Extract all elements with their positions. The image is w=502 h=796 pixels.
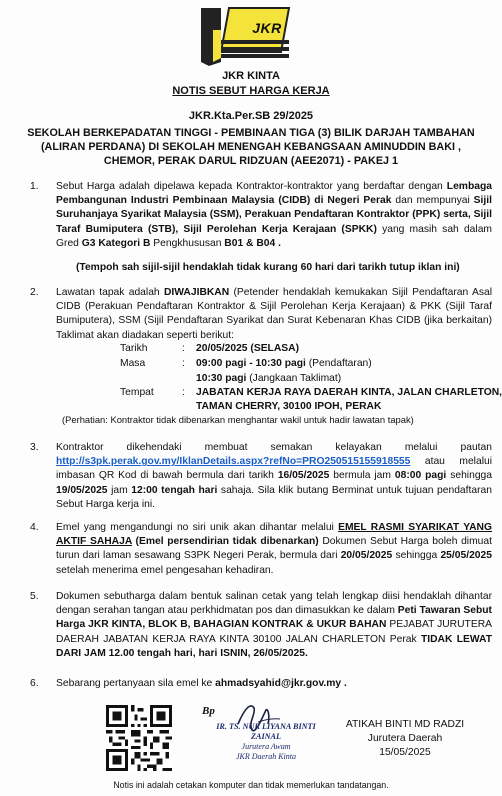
item-number: 2. — [30, 287, 39, 298]
reference-number: JKR.Kta.Per.SB 29/2025 — [188, 110, 314, 122]
stamp-role: Jurutera Awam — [241, 742, 291, 751]
computer-generated-note: Notis ini adalah cetakan komputer dan tidak memerlukan tandatangan. — [113, 780, 389, 790]
item-number: 1. — [30, 181, 39, 192]
item-6-text: Sebarang pertanyaan sila emel ke ahmadsyahid@jkr.gov.my . — [56, 678, 347, 689]
site-visit-note: (Perhatian: Kontraktor tidak dibenarkan menghantar wakil untuk hadir lawatan tapak) — [62, 414, 414, 425]
certificate-validity-note: (Tempoh sah sijil-sijil hendaklah tidak kurang 60 hari dari tarikh tutup iklan ini) — [76, 262, 460, 273]
signatory-name: ATIKAH BINTI MD RADZI — [345, 719, 465, 730]
notice-title: NOTIS SEBUT HARGA KERJA — [172, 85, 330, 97]
item-3-text: Kontraktor dikehendaki membuat semakan kelayakan melalui pautan http://s3pk.perak.gov.my/IklanDetails.aspx?refNo=PRO250515155918555 atau melalui imbasan QR Kod di bawah bermula dari tarikh 16/05/2025 bermula jam 08:00 pagi sehingga 19/05/2025 jam 12:00 tengah hari sahaja. Sila klik butang Berminat untuk tujuan pendaftaran Sebut Harga kerja ini. — [56, 442, 492, 510]
qr-code[interactable] — [106, 705, 172, 771]
bp-mark: Bp — [202, 705, 215, 717]
officer-stamp — [206, 722, 326, 762]
signature-date: 15/05/2025 — [379, 747, 431, 758]
project-title: SEKOLAH BERKEPADATAN TINGGI - PEMBINAAN TIGA (3) BILIK DARJAH TAMBAHAN (ALIRAN PERDANA) DI SEKOLAH MENENGAH KEBANGSAAN AMINUDDIN BAKI , CHEMOR, PERAK DARUL RIDZUAN (AEE2071) - PAKEJ 1 — [27, 127, 475, 167]
time-value-2: 10:30 pagi (Jangkaan Taklimat) — [196, 373, 342, 384]
signatory-block — [330, 718, 480, 760]
item-5-text: Dokumen sebutharga dalam bentuk salinan cetak yang telah lengkap diisi hendaklah dihantar dengan serahan tangan atau perkhidmatan pos dan dimasukkan ke dalam Peti Tawaran Sebut Harga JKR KINTA, BLOK B, BAHAGIAN KONTRAK & UKUR BAHAN PEJABAT JURUTERA DAERAH JABATAN KERJA RAYA KINTA 30100 JALAN CHARLETON Perak TIDAK LEWAT DARI JAM 12.00 tengah hari, hari ISNIN, 26/05/2025. — [56, 591, 493, 659]
office-name: JKR KINTA — [222, 70, 280, 82]
stamp-office: JKR Daerah Kinta — [236, 752, 296, 761]
item-number: 6. — [30, 678, 39, 689]
item-1-text: Sebut Harga adalah dipelawa kepada Kontraktor-kontraktor yang berdaftar dengan Lembaga Pembangunan Industri Pembinaan Malaysia (CIDB) di Negeri Perak dan mempunyai Sijil Suruhanjaya Syarikat Malaysia (SSM), Perakuan Pendaftaran Kontraktor (PPK) serta, Sijil Taraf Bumiputera (STB), Sijil Perolehan Kerja Kerajaan (SPKK) yang masih sah dalam Gred G3 Kategori B Pengkhususan B01 & B04 . — [56, 181, 492, 249]
item-number: 4. — [30, 522, 39, 533]
item-2-text: Lawatan tapak adalah DIWAJIBKAN (Petender hendaklah kemukakan Sijil Pendaftaran Asal CIDB (Perakuan Pendaftaran Kontraktor & Sijil Perolehan Kerja Kerajaan) & PKK (Sijil Taraf Bumiputera), SSM (Sijil Pendaftaran Syarikat dan Surat Kebenaran Khas CIDB (jika berkaitan) Taklimat akan diadakan seperti berikut: — [56, 287, 493, 341]
s3pk-link[interactable]: http://s3pk.perak.gov.my/IklanDetails.aspx?refNo=PRO250515155918555 — [56, 456, 411, 468]
contact-email[interactable]: ahmadsyahid@jkr.gov.my . — [215, 678, 347, 689]
date-value: 20/05/2025 (SELASA) — [196, 343, 300, 354]
item-4-text: Emel yang mengandungi no siri unik akan dihantar melalui EMEL RASMI SYARIKAT YANG AKTIF SAHAJA (Emel persendirian tidak dibenarkan) Dokumen Sebut Harga boleh dimuat turun dari laman sesawang S3PK Negeri Perak, bermula dari 20/05/2025 sehingga 25/05/2025 setelah menerima emel pengesahan kehadiran. — [56, 522, 492, 576]
signatory-title: Jurutera Daerah — [367, 733, 443, 744]
logo-text: JKR — [252, 20, 282, 36]
place-value: JABATAN KERJA RAYA DAERAH KINTA, JALAN CHARLETON, TAMAN CHERRY, 30100 IPOH, PERAK — [196, 387, 502, 413]
stamp-name: IR. TS. NUR LIYANA BINTI ZAINAL — [216, 722, 316, 741]
item-number: 5. — [30, 591, 39, 602]
date-label: Tarikh — [120, 343, 148, 354]
notice-page: JKR JKR KINTA NOTIS SEBUT HARGA KERJA JKR.Kta.Per.SB 29/2025 SEKOLAH BERKEPADATAN TINGGI - PEMBINAAN TIGA (3) BILIK DARJAH TAMBAHAN (ALIRAN PERDANA) DI SEKOLAH MENENGAH KEBANGSAAN AMINUDDIN BAKI , CHEMOR, PERAK DARUL RIDZUAN (AEE2071) - PAKEJ 1 1. Sebut Harga adalah dipelawa kepada Kontraktor-kontraktor yang berdaftar dengan Lembaga Pembangunan Industri Pembinaan Malaysia (CIDB) di Negeri Perak dan mempunyai Sijil Suruhanjaya Syarikat Malaysia (SSM), Perakuan Pendaftaran Kontraktor (PPK) serta, Sijil Taraf Bumiputera (STB), Sijil Perolehan Kerja Kerajaan (SPKK) yang masih sah dalam Gred G3 Kategori B Pengkhususan B01 & B04 . (Tempoh sah sijil-sijil hendaklah tidak kurang 60 hari dari tarikh tutup iklan ini) 2. Lawatan tapak adalah DIWAJIBKAN (Petender hendaklah kemukakan Sijil Pendaftaran Asal CIDB (Perakuan Pendaftaran Kontraktor & Sijil Perolehan Kerja Kerajaan) & PKK (Sijil Taraf Bumiputera), SSM (Sijil Pendaftaran Syarikat dan Surat Kebenaran Khas CIDB (jika berkaitan) Taklimat akan diadakan seperti berikut: Tarikh : 20/05/2025 (SELASA) Masa : 09:00 pagi - 10:30 pagi (Pendaftaran) 10:30 pagi (Jangkaan Taklimat) Tempat : JABATAN KERJA RAYA DAERAH KINTA, JALAN CHARLETON, TAMAN CHERRY, 30100 IPOH, PERAK (Perhatian: Kontraktor tidak dibenarkan menghantar wakil untuk hadir lawatan tapak) 3. Kontraktor dikehendaki membuat semakan kelayakan melalui pautan http://s3pk.perak.gov.my/IklanDetails.aspx?refNo=PRO250515155918555 atau melalui imbasan QR Kod di bawah bermula dari tarikh 16/05/2025 bermula jam 08:00 pagi sehingga 19/05/2025 jam 12:00 tengah hari sahaja. Sila klik butang Berminat untuk tujuan pendaftaran Sebut Harga kerja ini. 4. Emel yang mengandungi no siri unik akan dihantar melalui EMEL RASMI SYARIKAT YANG AKTIF SAHAJA (Emel persendirian tidak dibenarkan) Dokumen Sebut Harga boleh dimuat turun dari laman sesawang S3PK Negeri Perak, bermula dari 20/05/2025 sehingga 25/05/2025 setelah menerima emel pengesahan kehadiran. 5. Dokumen sebutharga dalam bentuk salinan cetak yang telah lengkap diisi hendaklah dihantar dengan serahan tangan atau perkhidmatan pos dan dimasukkan ke dalam Peti Tawaran Sebut Harga JKR KINTA, BLOK B, BAHAGIAN KONTRAK & UKUR BAHAN PEJABAT JURUTERA DAERAH JABATAN KERJA RAYA KINTA 30100 JALAN CHARLETON Perak TIDAK LEWAT DARI JAM 12.00 tengah hari, hari ISNIN, 26/05/2025. 6. Sebarang pertanyaan sila emel ke ahmadsyahid@jkr.gov.my . Bp IR. TS. NUR LIYANA BINTI ZAINAL Jurutera Awam JKR Daerah Kinta ATIKAH BINTI MD RADZI Jurutera Daerah 15/05/2025 Notis ini adalah cetakan komputer dan tidak memerlukan tandatangan. — [0, 0, 502, 796]
item-number: 3. — [30, 442, 39, 453]
place-label: Tempat — [120, 387, 154, 398]
time-label: Masa — [120, 358, 146, 369]
jkr-logo-graphic — [199, 6, 291, 68]
jkr-logo — [199, 6, 291, 68]
time-value-1: 09:00 pagi - 10:30 pagi (Pendaftaran) — [196, 358, 372, 369]
